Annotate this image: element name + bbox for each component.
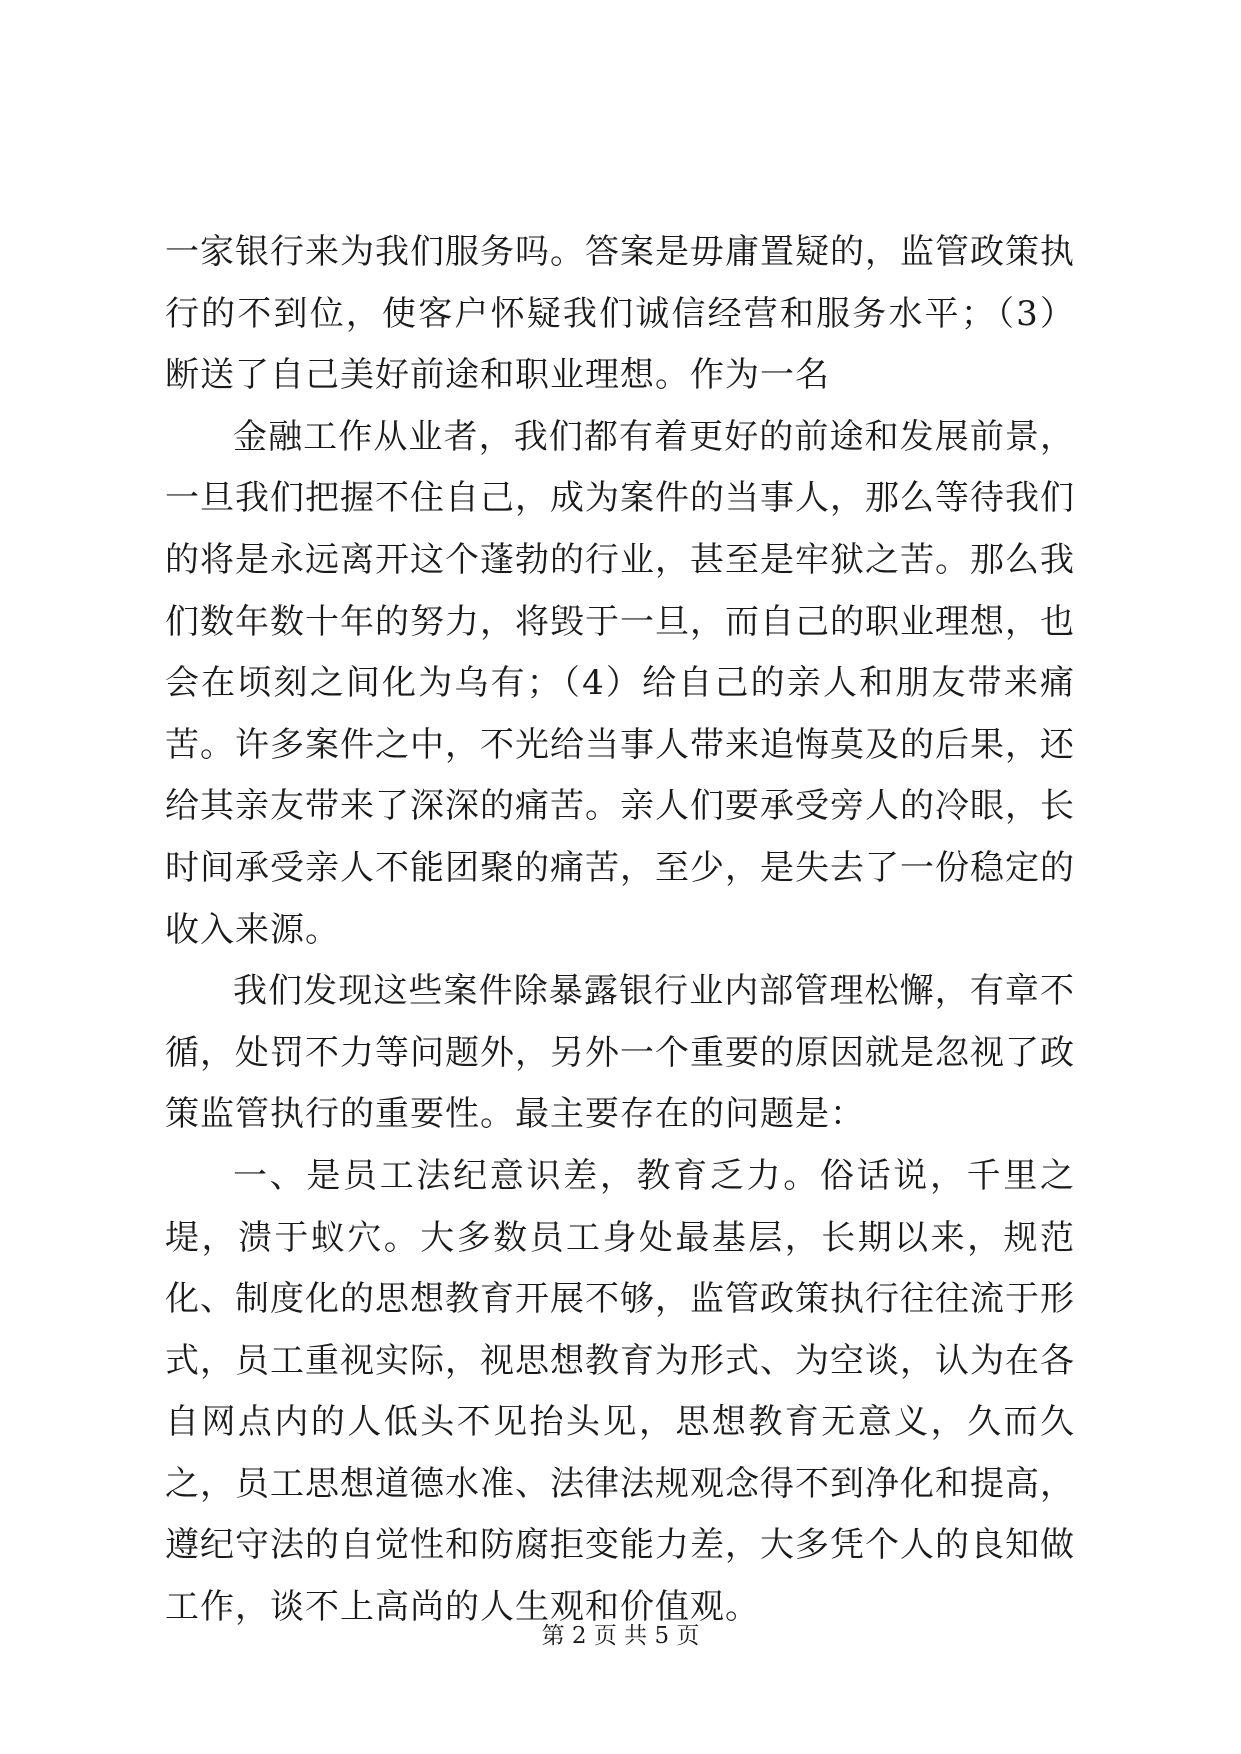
page-number-label: 第 2 页 共 5 页 bbox=[541, 1623, 700, 1649]
paragraph: 一、是员工法纪意识差，教育乏力。俗话说，千里之堤，溃于蚁穴。大多数员工身处最基层，长期以来，规范化、制度化的思想教育开展不够，监管政策执行往往流于形式，员工重视实际，视思想教育为形式、为空谈，认为在各自网点内的人低头不见抬头见，思想教育无意义，久而久之，员工思想道德水准、法律法规观念得不到净化和提高，遵纪守法的自觉性和防腐拒变能力差，大多凭个人的良知做工作，谈不上高尚的人生观和价值观。 bbox=[165, 1155, 1075, 1628]
paragraph: 金融工作从业者，我们都有着更好的前途和发展前景，一旦我们把握不住自己，成为案件的当事人，那么等待我们的将是永远离开这个蓬勃的行业，甚至是牢狱之苦。那么我们数年数十年的努力，将毁于一旦，而自己的职业理想，也会在顷刻之间化为乌有；（4）给自己的亲人和朋友带来痛苦。许多案件之中，不光给当事人带来追悔莫及的后果，还给其亲友带来了深深的痛苦。亲人们要承受旁人的冷眼，长时间承受亲人不能团聚的痛苦，至少，是失去了一份稳定的收入来源。 bbox=[165, 416, 1075, 950]
page-footer bbox=[0, 1617, 1241, 1650]
document-body bbox=[165, 222, 1075, 1639]
paragraph: 一家银行来为我们服务吗。答案是毋庸置疑的，监管政策执行的不到位，使客户怀疑我们诚信经营和服务水平；（3）断送了自己美好前途和职业理想。作为一名 bbox=[165, 232, 1075, 396]
paragraph: 我们发现这些案件除暴露银行业内部管理松懈，有章不循，处罚不力等问题外，另外一个重要的原因就是忽视了政策监管执行的重要性。最主要存在的问题是： bbox=[165, 971, 1075, 1135]
